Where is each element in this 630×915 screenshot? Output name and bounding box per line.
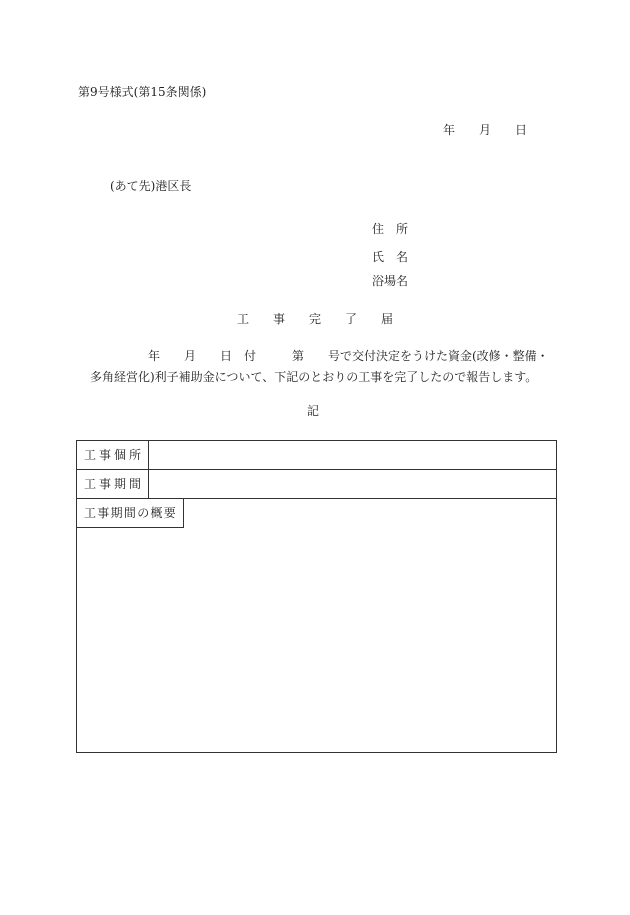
period-label-cell [77, 470, 149, 498]
summary-body-area [77, 528, 556, 752]
location-label-cell [77, 441, 149, 469]
period-value-cell [149, 470, 556, 498]
form-number: 第9号様式(第15条関係) [78, 85, 207, 99]
name-label: 氏 名 [372, 250, 409, 264]
date-line: 年 月 日 [443, 123, 528, 137]
location-label: 工事個所 [84, 448, 145, 462]
note-heading: 記 [307, 404, 320, 418]
location-value-cell [149, 441, 556, 469]
body-line-1: 年 月 日 付 第 号で交付決定をうけた資金(改修・整備・ [148, 349, 549, 363]
period-label: 工事期間 [84, 477, 145, 491]
table-row-period [77, 470, 556, 499]
address-label: 住 所 [372, 222, 409, 236]
body-line-2: 多角経営化)利子補助金について、下記のとおりの工事を完了したので報告します。 [90, 370, 538, 384]
bathhouse-label: 浴場名 [372, 274, 409, 288]
table-row-location [77, 441, 556, 470]
document-title: 工 事 完 了 届 [237, 312, 394, 326]
work-details-table [76, 440, 557, 753]
addressee: (あて先)港区長 [110, 179, 192, 193]
summary-label-cell [77, 499, 184, 528]
summary-label: 工事期間の概要 [84, 506, 178, 520]
